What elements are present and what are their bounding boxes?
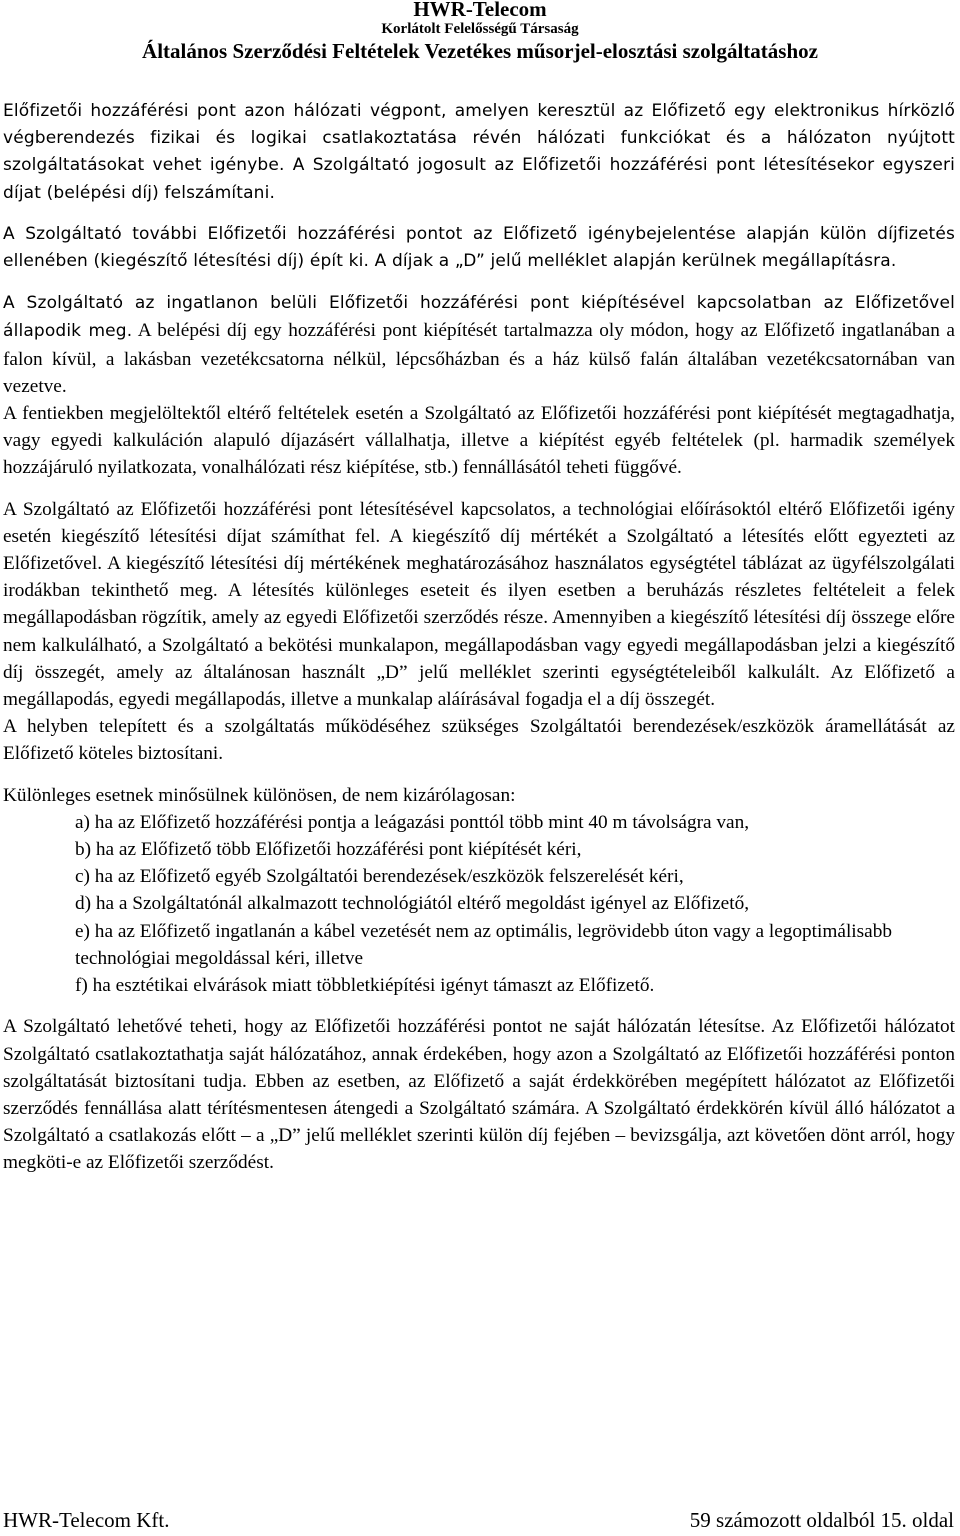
document-header — [0, 0, 960, 64]
paragraph-indoor-installation-part1: A Szolgáltató az ingatlanon belüli Előfizetői hozzáférési pont kiépítésével kapcsolatban az Előfizetővel állapodik meg. — [3, 293, 955, 342]
list-item: d) ha a Szolgáltatónál alkalmazott technológiától eltérő megoldást igényel az Előfizető, — [75, 893, 750, 915]
document-body — [3, 98, 955, 1177]
paragraph-indoor-installation — [3, 289, 955, 400]
footer-company: HWR-Telecom Kft. — [3, 1508, 170, 1532]
page-footer — [3, 1508, 954, 1533]
paragraph-subscriber-network: A Szolgáltató lehetővé teheti, hogy az Előfizetői hozzáférési pontot ne saját hálózatán létesítse. Az Előfizetői hálózatot Szolgáltató csatlakoztathatja saját hálózatához, annak érdekében, hogy azon a Szolgáltató az Előfizetői hozzáférési ponton szolgáltatását biztosítani tudja. Ebben az esetben, az Előfizető a saját érdekkörében megépített hálózatot az Előfizetői szerződés fennállása alatt térítésmentesen átengedi a Szolgáltató számára. A Szolgáltató érdekkörén kívül álló hálózatot a Szolgáltató a csatlakozás előtt – a „D” jelű melléklet szerinti külön díj fejében – bevizsgálja, azt követően dönt arról, hogy megköti-e az Előfizetői szerződést. — [3, 1016, 955, 1174]
company-name: HWR-Telecom — [413, 0, 547, 21]
list-item: a) ha az Előfizető hozzáférési pontja a leágazási ponttól több mint 40 m távolságra van, — [75, 811, 750, 833]
special-cases-list — [3, 809, 955, 999]
special-cases-intro: Különleges esetnek minősülnek különösen, de nem kizárólagosan: — [3, 784, 516, 806]
paragraph-indoor-installation-part2: A belépési díj egy hozzáférési pont kiépítését tartalmazza oly módon, hogy az Előfizető ingatlanában a falon kívül, a lakásban vezetékcsatorna nélkül, lépcsőházban és a ház külső falán általában vezetékcsatornában van vezetve. — [3, 320, 955, 397]
footer-page-number: 59 számozott oldalból 15. oldal — [689, 1508, 954, 1532]
list-item: c) ha az Előfizető egyéb Szolgáltatói berendezések/eszközök felszerelését kéri, — [75, 866, 684, 888]
list-item: e) ha az Előfizető ingatlanán a kábel vezetését nem az optimális, legrövidebb úton vagy a legoptimálisabb technológiai megoldással kéri, illetve — [75, 920, 893, 969]
paragraph-power-supply: A helyben telepített és a szolgáltatás működéséhez szükséges Szolgáltatói berendezések/eszközök áramellátását az Előfizető köteles biztosítani. — [3, 716, 955, 765]
paragraph-access-point-definition: Előfizetői hozzáférési pont azon hálózati végpont, amelyen keresztül az Előfizető egy elektronikus hírközlő végberendezés fizikai és logikai csatlakoztatása révén hálózati funkciókat és a hálózaton nyújtott szolgáltatásokat vehet igénybe. A Szolgáltató jogosult az Előfizetői hozzáférési pont létesítésekor egyszeri díjat (belépési díj) felszámítani. — [3, 101, 955, 203]
paragraph-additional-access-point: A Szolgáltató további Előfizetői hozzáférési pontot az Előfizető igénybejelentése alapján külön díjfizetés ellenében (kiegészítő létesítési díj) épít ki. A díjak a „D” jelű melléklet alapján kerülnek megállapításra. — [3, 223, 955, 272]
document-title: Általános Szerződési Feltételek Vezetékes műsorjel-elosztási szolgáltatáshoz — [142, 39, 818, 64]
list-item: b) ha az Előfizető több Előfizetői hozzáférési pont kiépítését kéri, — [75, 839, 582, 861]
paragraph-supplementary-fee: A Szolgáltató az Előfizetői hozzáférési pont létesítésével kapcsolatos, a technológiai előírásoktól eltérő Előfizetői igény esetén kiegészítő létesítési díjat számíthat fel. A kiegészítő díj mértékét a Szolgáltató a létesítés előtt egyezteti az Előfizetővel. A kiegészítő létesítési díj mértékének meghatározásához használatos egységtétel táblázat az ügyfélszolgálati irodákban tekinthető meg. A létesítés különleges eseteit és ilyen esetben a beruházás részletes feltételeit a felek megállapodásban rögzítik, amely az egyedi Előfizetői szerződés része. Amennyiben a kiegészítő létesítési díj összege előre nem kalkulálható, a Szolgáltató a bekötési munkalapon, megállapodásban vagy egyedi megállapodásban jelzi a kiegészítő díj összegét, amely az általánosan használt „D” jelű melléklet szerinti egységtételeiből kalkulált. Az Előfizető a megállapodás, egyedi megállapodás, illetve a munkalap aláírásával fogadja el a díj összegét. — [3, 498, 955, 711]
paragraph-deviating-conditions: A fentiekben megjelöltektől eltérő feltételek esetén a Szolgáltató az Előfizetői hozzáférési pont kiépítését megtagadhatja, vagy egyedi kalkuláción alapuló díjazásért vállalhatja, illetve a kiépítést egyéb feltételek (pl. harmadik személyek hozzájáruló nyilatkozata, vonalhálózati rész kiépítése, stb.) fennállásától teheti függővé. — [3, 403, 955, 479]
company-legal-form: Korlátolt Felelősségű Társaság — [381, 21, 579, 38]
list-item: f) ha esztétikai elvárások miatt többletkiépítési igényt támaszt az Előfizető. — [75, 975, 655, 997]
